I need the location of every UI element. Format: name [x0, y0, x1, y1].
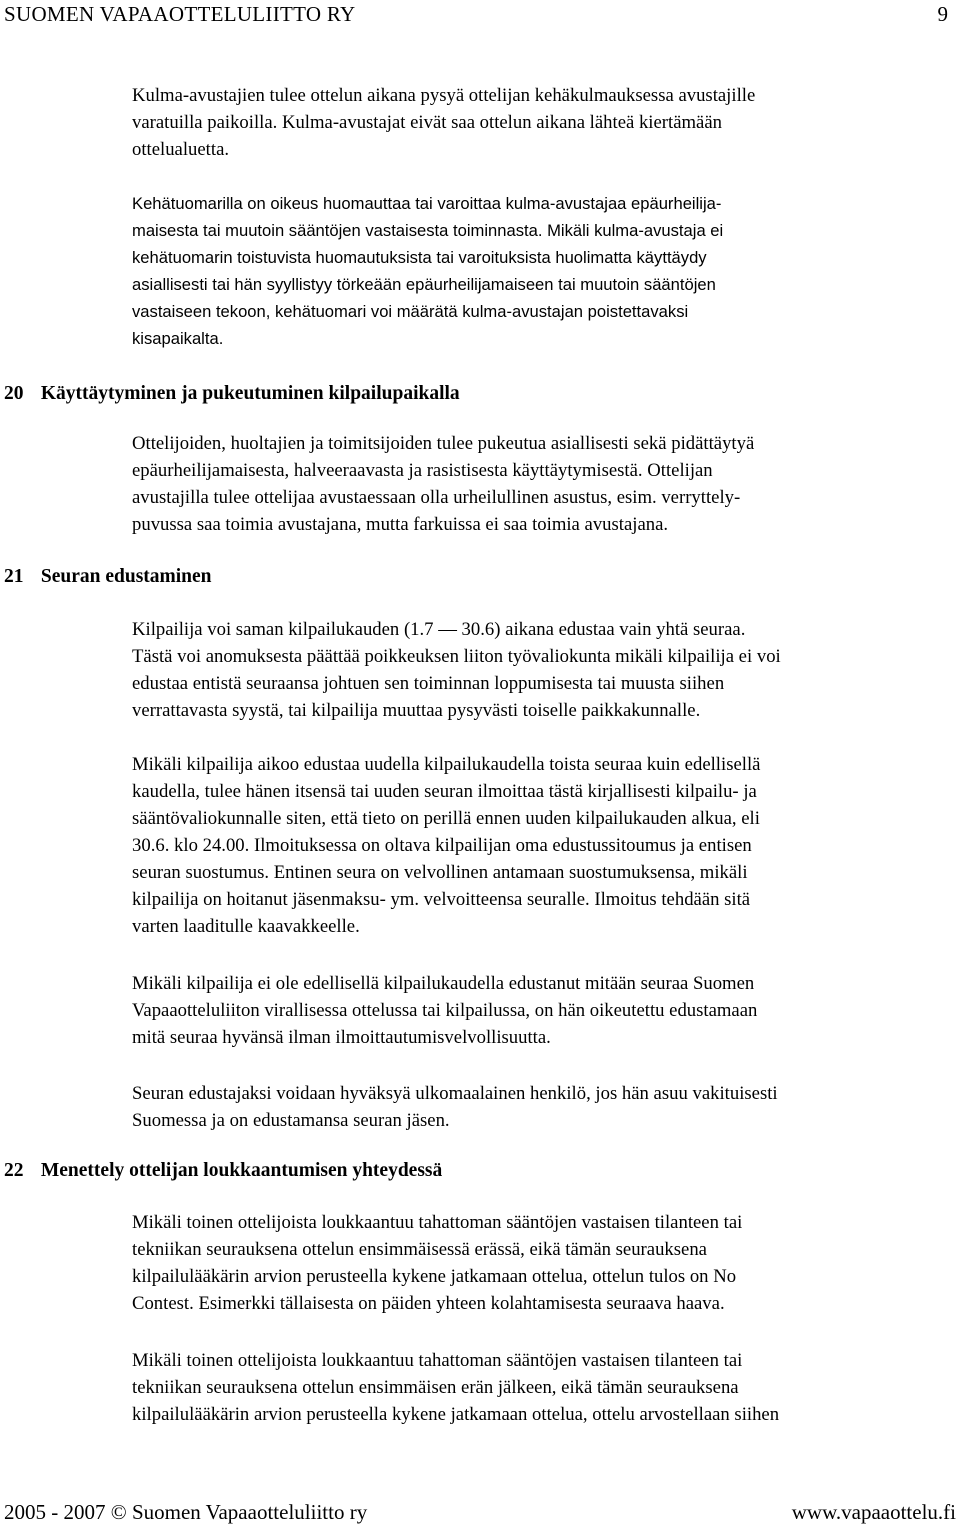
paragraph-kehatuomari — [132, 190, 958, 352]
section-number: 21 — [4, 566, 24, 587]
text-line: kilpailulääkärin arvion perusteella kykene jatkamaan ottelua, ottelu arvostellaan siihen — [132, 1404, 780, 1425]
paragraph-seuran-vaihto — [132, 751, 958, 940]
paragraph-loukkaantuminen-1 — [132, 1209, 958, 1317]
text-line: Contest. Esimerkki tällaisesta on päiden yhteen kolahtamisesta seuraava haava. — [132, 1293, 725, 1314]
text-line: vastaiseen tekoon, kehätuomari voi määrätä kulma-avustajan poistettavaksi — [132, 302, 689, 321]
section-title: Seuran edustaminen — [40, 566, 212, 587]
text-line: Kilpailija voi saman kilpailukauden (1.7 — 30.6) aikana edustaa vain yhtä seuraa. — [132, 619, 746, 640]
text-line: kisapaikalta. — [132, 329, 224, 348]
text-line: Mikäli toinen ottelijoista loukkaantuu tahattoman sääntöjen vastaisen tilanteen tai — [132, 1350, 743, 1371]
section-title: Menettely ottelijan loukkaantumisen yhteydessä — [40, 1160, 443, 1181]
text-line: varatuilla paikoilla. Kulma-avustajat eivät saa ottelun aikana lähteä kiertämään — [132, 112, 722, 133]
section-title: Käyttäytyminen ja pukeutuminen kilpailupaikalla — [40, 383, 460, 404]
paragraph-kulma-avustajat — [132, 82, 958, 163]
text-line: seuran suostumus. Entinen seura on velvollinen antamaan suostumuksensa, mikäli — [132, 862, 748, 883]
text-line: avustajilla tulee ottelijaa avustaessaan olla urheilullinen asustus, esim. verryttely- — [132, 487, 741, 508]
page-header-title: SUOMEN VAPAAOTTELULIITTO RY — [4, 2, 356, 26]
paragraph-kayttaytyminen — [132, 430, 958, 538]
text-line: verrattavasta syystä, tai kilpailija muuttaa pysyvästi toiselle paikkakunnalle. — [132, 700, 701, 721]
section-heading-21 — [4, 564, 212, 590]
text-line: Kehätuomarilla on oikeus huomauttaa tai varoittaa kulma-avustajaa epäurheilija- — [132, 194, 722, 213]
text-line: tekniikan seurauksena ottelun ensimmäisessä erässä, eikä tämän seurauksena — [132, 1239, 707, 1260]
text-line: epäurheilijamaisesta, halveeraavasta ja rasistisesta käyttäytymisestä. Ottelijan — [132, 460, 713, 481]
text-line: Kulma-avustajien tulee ottelun aikana pysyä ottelijan kehäkulmauksessa avustajille — [132, 85, 756, 106]
section-heading-22 — [4, 1158, 442, 1184]
paragraph-loukkaantuminen-2 — [132, 1347, 958, 1428]
text-line: kilpailulääkärin arvion perusteella kykene jatkamaan ottelua, ottelun tulos on No — [132, 1266, 737, 1287]
text-line: maisesta tai muutoin sääntöjen vastaisesta toiminnasta. Mikäli kulma-avustaja ei — [132, 221, 724, 240]
text-line: kehätuomarin toistuvista huomautuksista tai varoituksista huolimatta käyttäydy — [132, 248, 707, 267]
text-line: varten laaditulle kaavakkeelle. — [132, 916, 360, 937]
text-line: kaudella, tulee hänen itsensä tai uuden seuran ilmoittaa tästä kirjallisesti kilpailu- ja — [132, 781, 757, 802]
text-line: sääntövaliokunnalle siten, että tieto on perillä ennen uuden kilpailukauden alkua, eli — [132, 808, 760, 829]
text-line: Seuran edustajaksi voidaan hyväksyä ulkomaalainen henkilö, jos hän asuu vakituisesti — [132, 1083, 778, 1104]
section-number: 22 — [4, 1160, 24, 1181]
text-line: Mikäli toinen ottelijoista loukkaantuu tahattoman sääntöjen vastaisen tilanteen tai — [132, 1212, 743, 1233]
section-heading-20 — [4, 381, 460, 407]
text-line: kilpailija on hoitanut jäsenmaksu- ym. velvoitteensa seuralle. Ilmoitus tehdään sitä — [132, 889, 751, 910]
section-number: 20 — [4, 383, 24, 404]
text-line: Ottelijoiden, huoltajien ja toimitsijoiden tulee pukeutua asiallisesti sekä pidättäytyä — [132, 433, 755, 454]
text-line: edustaa entistä seuraansa johtuen sen toiminnan loppumisesta tai muusta siihen — [132, 673, 725, 694]
text-line: tekniikan seurauksena ottelun ensimmäisen erän jälkeen, eikä tämän seurauksena — [132, 1377, 739, 1398]
footer-copyright: 2005 - 2007 © Suomen Vapaaotteluliitto ry — [4, 1500, 368, 1524]
page-number: 9 — [937, 2, 948, 26]
text-line: asiallisesti tai hän syyllistyy törkeään epäurheilijamaiseen tai muutoin sääntöjen — [132, 275, 716, 294]
text-line: Mikäli kilpailija ei ole edellisellä kilpailukaudella edustanut mitään seuraa Suomen — [132, 973, 755, 994]
footer-url: www.vapaaottelu.fi — [791, 1500, 956, 1524]
paragraph-seura-kilpailukausi — [132, 616, 958, 724]
paragraph-ei-edellista-seuraa — [132, 970, 958, 1051]
text-line: 30.6. klo 24.00. Ilmoituksessa on oltava kilpailijan oma edustussitoumus ja entisen — [132, 835, 752, 856]
text-line: ottelualuetta. — [132, 139, 230, 160]
text-line: Tästä voi anomuksesta päättää poikkeuksen liiton työvaliokunta mikäli kilpailija ei voi — [132, 646, 781, 667]
paragraph-ulkomaalainen — [132, 1080, 958, 1134]
text-line: Suomessa ja on edustamansa seuran jäsen. — [132, 1110, 450, 1131]
text-line: Vapaaotteluliiton virallisessa ottelussa tai kilpailussa, on hän oikeutettu edustamaan — [132, 1000, 758, 1021]
text-line: Mikäli kilpailija aikoo edustaa uudella kilpailukaudella toista seuraa kuin edellisellä — [132, 754, 761, 775]
text-line: puvussa saa toimia avustajana, mutta farkuissa ei saa toimia avustajana. — [132, 514, 669, 535]
text-line: mitä seuraa hyvänsä ilman ilmoittautumisvelvollisuutta. — [132, 1027, 551, 1048]
